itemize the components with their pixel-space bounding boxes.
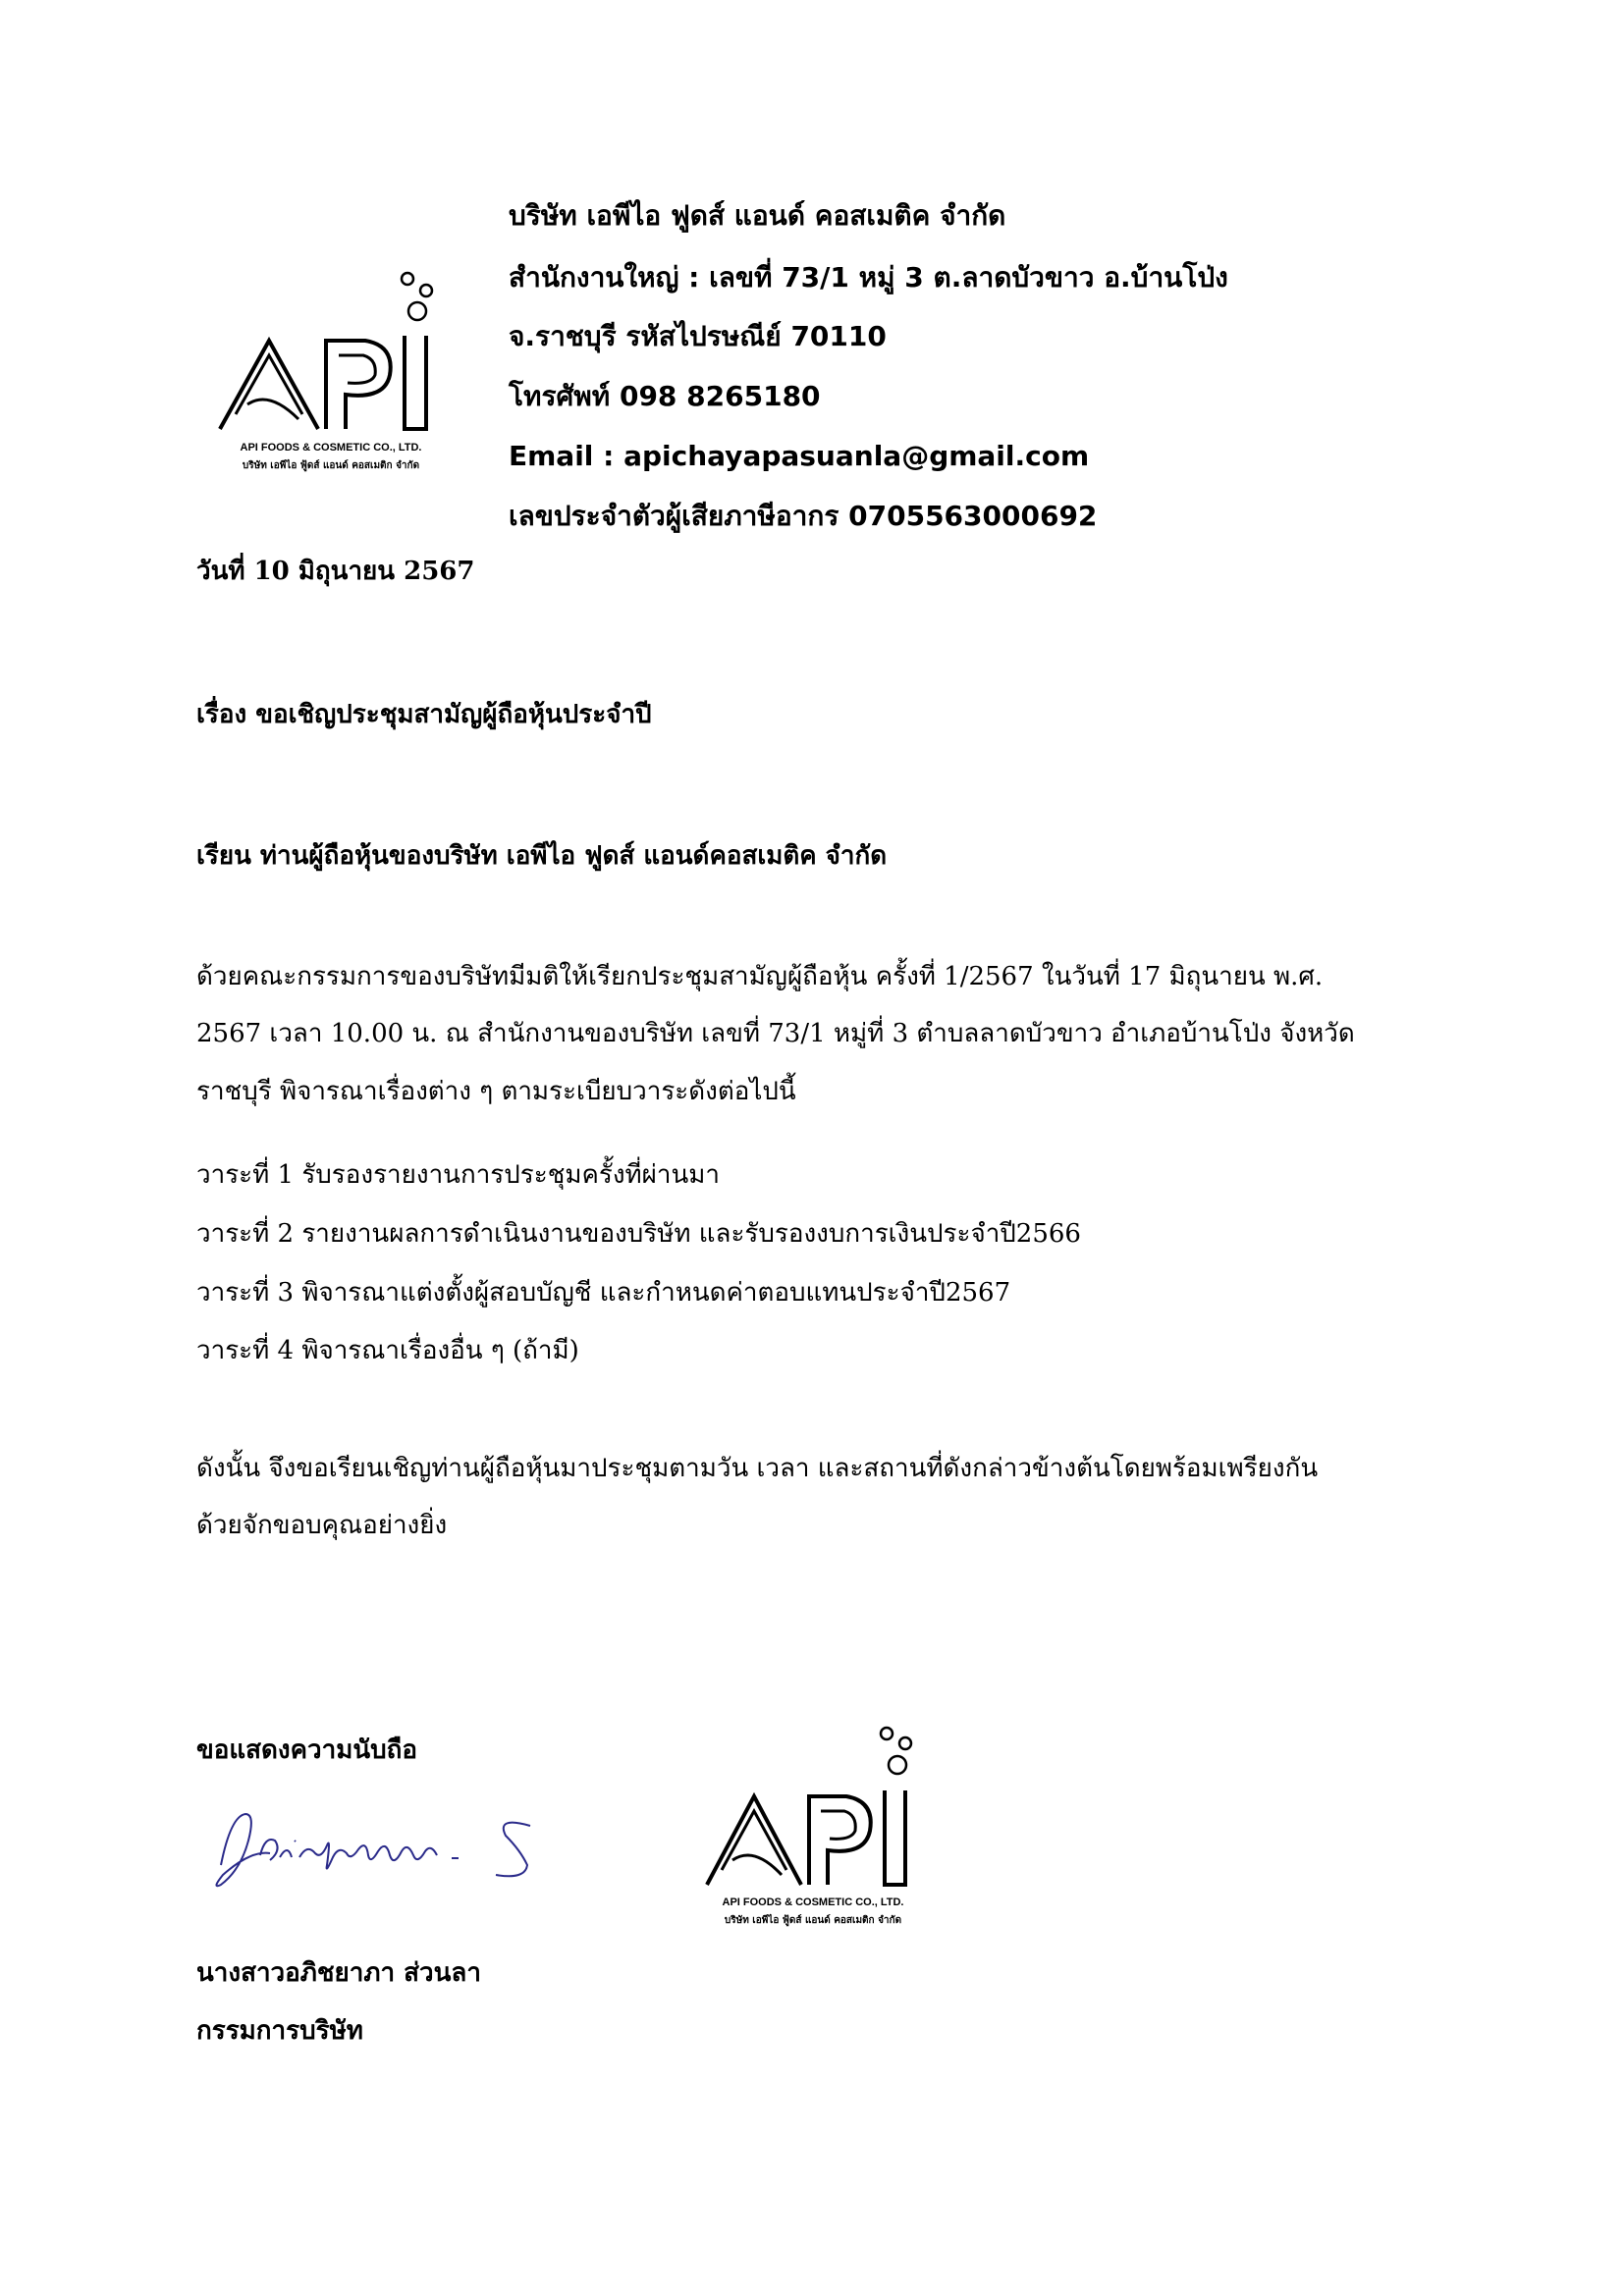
company-name: บริษัท เอพีไอ ฟูดส์ แอนด์ คอสเมติค จำกัด [509,199,1006,232]
letter-date: วันที่ 10 มิถุนายน 2567 [196,557,475,586]
company-stamp [695,1716,931,1938]
signer-name: นางสาวอภิชยาภา ส่วนลา [196,1958,481,1988]
logo-line1: API FOODS & COSMETIC CO., LTD. [240,442,422,454]
letter-salutation: เรียน ท่านผู้ถือหุ้นของบริษัท เอพีไอ ฟูดส์ แอนด์คอสเมติค จำกัด [196,841,888,871]
company-tax-id: เลขประจำตัวผู้เสียภาษีอากร 0705563000692 [509,500,1098,532]
closing-line: ด้วยจักขอบคุณอย่างยิ่ง [196,1511,448,1540]
logo-line2: บริษัท เอพีไอ ฟู้ดส์ แอนด์ คอสเมติก จำกัด [242,460,420,471]
agenda-item: วาระที่ 3 พิจารณาแต่งตั้งผู้สอบบัญชี และกำหนดค่าตอบแทนประจำปี2567 [196,1278,1011,1308]
api-logo-icon [695,1716,931,1938]
agenda-item: วาระที่ 2 รายงานผลการดำเนินงานของบริษัท และรับรองงบการเงินประจำปี2566 [196,1219,1081,1249]
agenda-item: วาระที่ 1 รับรองรายงานการประชุมครั้งที่ผ่านมา [196,1160,721,1190]
closing-line: ดังนั้น จึงขอเรียนเชิญท่านผู้ถือหุ้นมาประชุมตามวัน เวลา และสถานที่ดังกล่าวข้างต้นโดยพร้อมเพรียงกัน [196,1454,1319,1483]
company-address-line1: สำนักงานใหญ่ : เลขที่ 73/1 หมู่ 3 ต.ลาดบัวขาว อ.บ้านโป่ง [509,261,1228,294]
intro-line: ราชบุรี พิจารณาเรื่องต่าง ๆ ตามระเบียบวาระดังต่อไปนี้ [196,1077,796,1106]
signature [201,1796,574,1904]
stamp-line2: บริษัท เอพีไอ ฟู้ดส์ แอนด์ คอสเมติก จำกัด [724,1915,902,1926]
company-phone: โทรศัพท์ 098 8265180 [509,380,821,412]
letter-subject: เรื่อง ขอเชิญประชุมสามัญผู้ถือหุ้นประจำปี [196,700,652,729]
signature-icon [201,1796,574,1904]
stamp-line1: API FOODS & COSMETIC CO., LTD. [722,1896,904,1908]
company-email: Email : apichayapasuanla@gmail.com [509,440,1090,472]
company-logo [208,257,454,483]
company-address-line2: จ.ราชบุรี รหัสไปรษณีย์ 70110 [509,320,887,352]
api-logo-icon [208,257,454,483]
intro-line: 2567 เวลา 10.00 น. ณ สำนักงานของบริษัท เลขที่ 73/1 หมู่ที่ 3 ตำบลลาดบัวขาว อำเภอบ้านโป่ง จังหวัด [196,1019,1355,1048]
sign-off: ขอแสดงความนับถือ [196,1735,417,1765]
intro-line: ด้วยคณะกรรมการของบริษัทมีมติให้เรียกประชุมสามัญผู้ถือหุ้น ครั้งที่ 1/2567 ในวันที่ 17 มิถุนายน พ.ศ. [196,962,1324,991]
signer-title: กรรมการบริษัท [196,2016,363,2046]
agenda-item: วาระที่ 4 พิจารณาเรื่องอื่น ๆ (ถ้ามี) [196,1336,579,1365]
